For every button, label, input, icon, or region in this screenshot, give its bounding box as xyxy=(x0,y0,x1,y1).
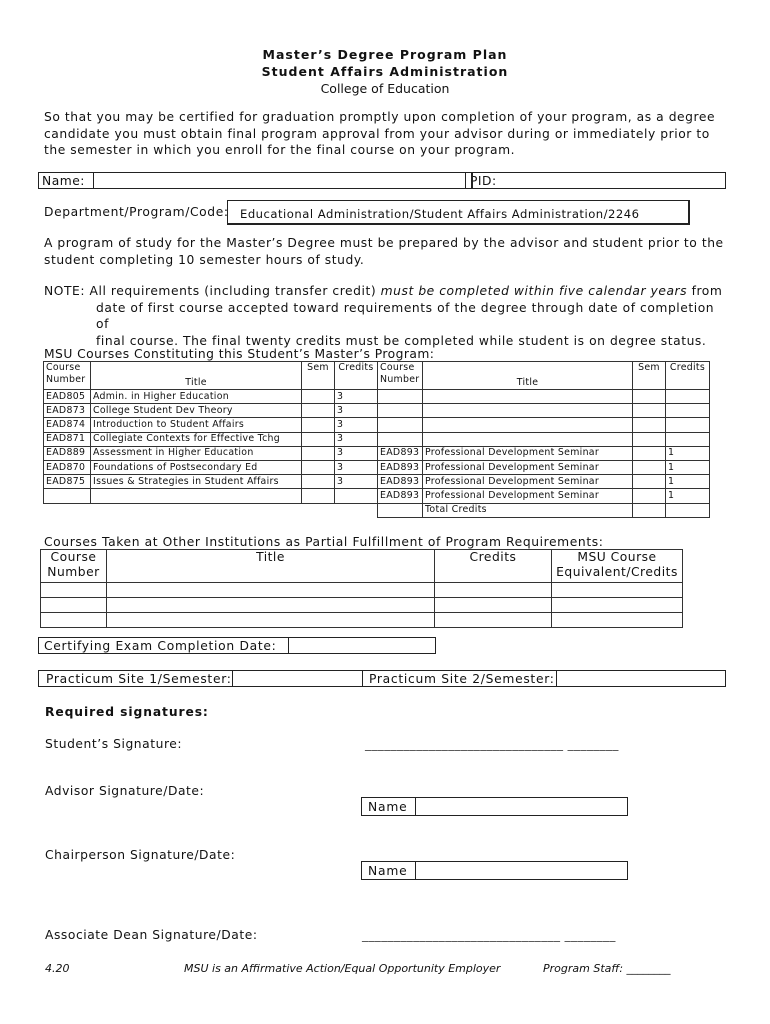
course-sem-cell[interactable] xyxy=(633,390,666,404)
college-name: College of Education xyxy=(320,81,450,96)
note-paragraph xyxy=(44,283,724,349)
dean-signature-label: Associate Dean Signature/Date: xyxy=(45,928,258,942)
course-number-cell[interactable]: EAD875 xyxy=(44,475,91,489)
form-subtitle: Student Affairs Administration xyxy=(261,64,509,79)
form-header xyxy=(0,46,770,97)
course-title-cell[interactable] xyxy=(423,404,633,418)
note-suffix: from xyxy=(687,284,723,298)
course-sem-cell[interactable] xyxy=(302,460,335,474)
table-row xyxy=(44,390,710,404)
course-credits-cell[interactable]: 1 xyxy=(666,460,710,474)
table-row xyxy=(41,598,683,613)
course-title-cell[interactable]: Introduction to Student Affairs xyxy=(91,418,302,432)
advisor-name-field[interactable] xyxy=(415,798,628,815)
table-row xyxy=(44,432,710,446)
table-row xyxy=(41,583,683,598)
course-credits-cell[interactable]: 3 xyxy=(335,446,378,460)
course-title-cell[interactable] xyxy=(423,418,633,432)
other-course-number-header: Course Number xyxy=(41,550,107,583)
table-row xyxy=(44,446,710,460)
chair-signature-line[interactable]: _______________________________ _________ xyxy=(363,848,624,862)
title-header-right: Title xyxy=(423,362,633,390)
intro-paragraph: So that you may be certified for graduation promptly upon completion of your program, as a degree candidate you must obtain final program approval from your advisor during or immediately prior to the semester in which you enroll for the final course on your program. xyxy=(44,110,716,157)
sem-header: Sem xyxy=(302,362,335,390)
practicum-row xyxy=(38,670,726,687)
course-sem-cell[interactable] xyxy=(302,390,335,404)
practicum-site2-field[interactable] xyxy=(556,671,726,686)
advisor-signature-line[interactable]: _______________________________ _________ xyxy=(363,784,624,798)
practicum-site1-label: Practicum Site 1/Semester: xyxy=(46,672,232,686)
table-row xyxy=(44,418,710,432)
course-number-cell[interactable]: EAD805 xyxy=(44,390,91,404)
course-credits-cell[interactable] xyxy=(335,489,378,503)
program-study-paragraph: A program of study for the Master’s Degree must be prepared by the advisor and student prior to the student completing 10 semester hours of study. xyxy=(44,236,724,267)
certifying-exam-row xyxy=(38,637,436,654)
student-signature-label: Student’s Signature: xyxy=(45,737,183,751)
course-number-cell[interactable]: EAD874 xyxy=(44,418,91,432)
form-version: 4.20 xyxy=(45,962,70,975)
course-sem-cell[interactable] xyxy=(302,418,335,432)
course-sem-cell[interactable] xyxy=(302,489,335,503)
course-title-cell[interactable]: Foundations of Postsecondary Ed xyxy=(91,460,302,474)
total-credits-label: Total Credits xyxy=(423,503,633,517)
course-number-cell[interactable]: EAD873 xyxy=(44,404,91,418)
course-sem-cell[interactable] xyxy=(633,475,666,489)
name-label: Name: xyxy=(42,174,85,188)
note-emphasis: must be completed within five calendar years xyxy=(380,284,688,298)
title-header: Title xyxy=(91,362,302,390)
course-sem-cell[interactable] xyxy=(633,446,666,460)
course-sem-cell[interactable] xyxy=(302,475,335,489)
course-number-cell[interactable]: EAD889 xyxy=(44,446,91,460)
course-number-cell[interactable] xyxy=(44,489,91,503)
dean-signature-line[interactable]: _______________________________ ________ xyxy=(362,928,616,942)
sem-header-right: Sem xyxy=(633,362,666,390)
course-credits-cell[interactable]: 3 xyxy=(335,390,378,404)
course-credits-cell[interactable]: 1 xyxy=(666,475,710,489)
other-title-header: Title xyxy=(107,550,435,583)
course-credits-cell[interactable]: 3 xyxy=(335,418,378,432)
form-title: Master’s Degree Program Plan xyxy=(262,47,508,62)
chair-name-row xyxy=(361,861,628,880)
course-number-cell[interactable]: EAD893 xyxy=(378,460,423,474)
total-row xyxy=(44,503,710,517)
table-row xyxy=(44,489,710,503)
course-credits-cell[interactable] xyxy=(666,390,710,404)
course-credits-cell[interactable]: 1 xyxy=(666,446,710,460)
pid-field[interactable] xyxy=(471,173,725,188)
table-header-row xyxy=(44,362,710,390)
employer-statement: MSU is an Affirmative Action/Equal Opportunity Employer xyxy=(184,962,501,975)
other-courses-table xyxy=(40,549,683,628)
name-field[interactable] xyxy=(93,173,466,188)
practicum-site2-label: Practicum Site 2/Semester: xyxy=(369,672,555,686)
course-sem-cell[interactable] xyxy=(633,432,666,446)
course-title-cell[interactable]: Assessment in Higher Education xyxy=(91,446,302,460)
note-line3: final course. The final twenty credits must be completed while student is on degree status. xyxy=(96,333,707,348)
credits-header: Credits xyxy=(335,362,378,390)
course-sem-cell[interactable] xyxy=(302,404,335,418)
course-credits-cell[interactable]: 1 xyxy=(666,489,710,503)
advisor-name-row xyxy=(361,797,628,816)
credits-header-right: Credits xyxy=(666,362,710,390)
chair-name-field[interactable] xyxy=(415,862,628,879)
course-sem-cell[interactable] xyxy=(633,489,666,503)
other-msu-equivalent-header: MSU Course Equivalent/Credits xyxy=(552,550,683,583)
course-number-cell[interactable]: EAD893 xyxy=(378,489,423,503)
student-signature-line[interactable]: _______________________________ ________ xyxy=(365,737,619,751)
course-credits-cell[interactable] xyxy=(666,404,710,418)
table-row xyxy=(44,460,710,474)
note-line2: date of first course accepted toward requirements of the degree through date of completion of xyxy=(96,300,715,331)
other-section-title: Courses Taken at Other Institutions as Partial Fulfillment of Program Requirements: xyxy=(44,535,604,549)
course-title-cell[interactable]: College Student Dev Theory xyxy=(91,404,302,418)
course-credits-cell[interactable]: 3 xyxy=(335,460,378,474)
pid-label: PID: xyxy=(470,174,497,188)
chair-signature-label: Chairperson Signature/Date: xyxy=(45,848,236,862)
msu-section-title: MSU Courses Constituting this Student’s Master’s Program: xyxy=(44,347,435,361)
course-number-header: Course Number xyxy=(44,362,91,390)
course-title-cell[interactable]: Professional Development Seminar xyxy=(423,489,633,503)
course-sem-cell[interactable] xyxy=(633,460,666,474)
practicum-site1-field[interactable] xyxy=(232,671,363,686)
chair-name-label: Name xyxy=(368,864,408,878)
course-title-cell[interactable] xyxy=(91,489,302,503)
table-row xyxy=(44,404,710,418)
msu-courses-table xyxy=(43,361,710,518)
department-value: Educational Administration/Student Affairs Administration/2246 xyxy=(240,207,640,221)
course-credits-cell[interactable]: 3 xyxy=(335,432,378,446)
course-number-cell[interactable] xyxy=(378,390,423,404)
course-number-cell[interactable] xyxy=(378,404,423,418)
course-number-header-right: Course Number xyxy=(378,362,423,390)
department-field[interactable] xyxy=(227,200,690,225)
course-title-cell[interactable] xyxy=(423,390,633,404)
course-credits-cell[interactable]: 3 xyxy=(335,475,378,489)
note-prefix: NOTE: All requirements (including transfer credit) xyxy=(44,284,381,298)
course-title-cell[interactable]: Admin. in Higher Education xyxy=(91,390,302,404)
course-credits-cell[interactable] xyxy=(666,418,710,432)
department-label: Department/Program/Code: xyxy=(44,205,229,219)
course-number-cell[interactable]: EAD893 xyxy=(378,475,423,489)
course-title-cell[interactable]: Professional Development Seminar xyxy=(423,460,633,474)
course-title-cell[interactable]: Issues & Strategies in Student Affairs xyxy=(91,475,302,489)
name-pid-row xyxy=(38,172,726,189)
certifying-exam-date-field[interactable] xyxy=(288,638,436,653)
advisor-signature-label: Advisor Signature/Date: xyxy=(45,784,205,798)
course-credits-cell[interactable]: 3 xyxy=(335,404,378,418)
course-title-cell[interactable]: Professional Development Seminar xyxy=(423,475,633,489)
course-number-cell[interactable]: EAD871 xyxy=(44,432,91,446)
table-row xyxy=(41,613,683,628)
table-row xyxy=(44,475,710,489)
advisor-name-label: Name xyxy=(368,800,408,814)
other-credits-header: Credits xyxy=(435,550,552,583)
certifying-exam-label: Certifying Exam Completion Date: xyxy=(44,639,277,653)
total-credits-value[interactable] xyxy=(666,503,710,517)
required-signatures-heading: Required signatures: xyxy=(45,705,209,719)
course-number-cell[interactable]: EAD870 xyxy=(44,460,91,474)
course-credits-cell[interactable] xyxy=(666,432,710,446)
course-sem-cell[interactable] xyxy=(633,418,666,432)
course-sem-cell[interactable] xyxy=(633,404,666,418)
course-title-cell[interactable]: Collegiate Contexts for Effective Tchg xyxy=(91,432,302,446)
course-number-cell[interactable]: EAD893 xyxy=(378,446,423,460)
course-sem-cell[interactable] xyxy=(302,446,335,460)
course-title-cell[interactable] xyxy=(423,432,633,446)
other-header-row xyxy=(41,550,683,583)
course-sem-cell[interactable] xyxy=(302,432,335,446)
course-title-cell[interactable]: Professional Development Seminar xyxy=(423,446,633,460)
program-staff-field[interactable]: Program Staff: ________ xyxy=(543,962,671,975)
course-number-cell[interactable] xyxy=(378,432,423,446)
course-number-cell[interactable] xyxy=(378,418,423,432)
